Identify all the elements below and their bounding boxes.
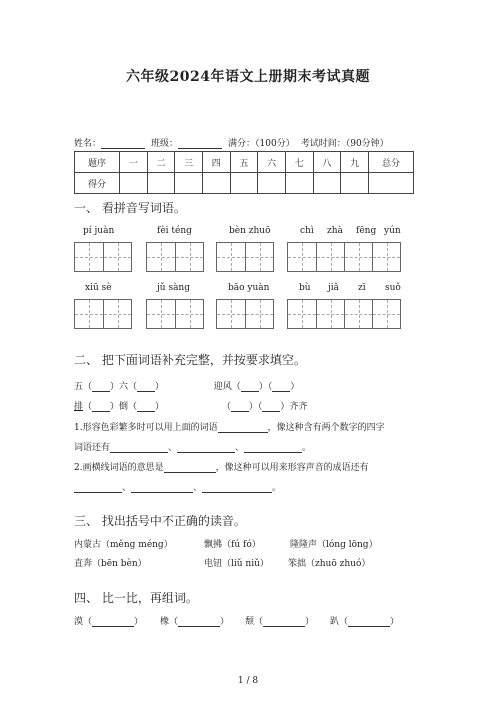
writing-grid[interactable] — [287, 299, 401, 329]
page-number: 1 / 8 — [237, 676, 259, 686]
pinyin-label: bèn zhuō — [229, 226, 271, 236]
blank[interactable] — [137, 402, 155, 412]
pinyin-label: zhà — [327, 226, 343, 236]
score-cell[interactable] — [369, 173, 414, 194]
blank[interactable] — [218, 423, 268, 433]
score-cell[interactable] — [202, 173, 230, 194]
compare-item: 漠（ ） — [74, 617, 144, 627]
blank[interactable] — [272, 382, 290, 392]
writing-grid[interactable] — [216, 242, 274, 272]
score-table — [74, 151, 414, 194]
score-header-cell: 九 — [341, 152, 369, 173]
blank[interactable] — [137, 382, 155, 392]
compare-item: 颓（ ） — [245, 617, 315, 627]
writing-grid[interactable] — [146, 299, 204, 329]
blank[interactable] — [110, 443, 168, 453]
writing-grid[interactable] — [146, 242, 204, 272]
pronunciation-item: 直奔（bēn bèn） — [74, 559, 147, 569]
score-table-score-row — [75, 173, 414, 194]
fill-line-1: 五（ ）六（ ） 迎风（ ）（ ） — [74, 382, 300, 392]
full-score: 满分：（100分） — [228, 139, 295, 149]
score-table-header-row — [75, 152, 414, 173]
score-header-cell: 二 — [147, 152, 175, 173]
section2-heading: 二、 把下面词语补充完整，并按要求填空。 — [74, 353, 306, 367]
blank[interactable] — [244, 443, 302, 453]
writing-grid[interactable] — [74, 299, 132, 329]
question-1-line-2: 词语还有 、 、 。 — [74, 443, 312, 453]
question-2-line-2: 、 、 。 — [74, 480, 281, 493]
blank[interactable] — [348, 617, 390, 627]
score-cell[interactable] — [313, 173, 341, 194]
name-blank[interactable] — [101, 139, 145, 149]
score-cell[interactable] — [175, 173, 203, 194]
blank[interactable] — [231, 402, 249, 412]
pinyin-label: fēng — [356, 226, 377, 236]
pinyin-label: jiǎ — [328, 283, 340, 293]
score-row-label: 得分 — [75, 173, 120, 194]
pronunciation-item: 笨拙（zhuō zhuó） — [288, 559, 371, 569]
exam-time: 考试时间：（90分钟） — [300, 139, 389, 149]
pronunciation-item: 内蒙古（měng méng） — [74, 540, 173, 550]
score-cell[interactable] — [285, 173, 313, 194]
score-header-cell: 八 — [313, 152, 341, 173]
pinyin-label: bāo yuàn — [228, 283, 270, 293]
score-header-cell: 四 — [202, 152, 230, 173]
writing-grid[interactable] — [74, 242, 132, 272]
score-cell[interactable] — [341, 173, 369, 194]
score-header-cell: 一 — [120, 152, 148, 173]
name-label: 姓名： — [74, 136, 145, 149]
student-info — [74, 136, 420, 149]
score-cell[interactable] — [258, 173, 286, 194]
question-1-line-1: 1.形容色彩繁多时可以用上面的词语 ，像这种含有两个数字的四字 — [74, 423, 385, 433]
blank[interactable] — [74, 483, 122, 493]
score-cell[interactable] — [230, 173, 258, 194]
pinyin-label: bù — [299, 283, 311, 293]
section4-heading: 四、 比一比，再组词。 — [74, 591, 198, 605]
compare-item: 趴（ ） — [330, 617, 400, 627]
score-header-cell: 题序 — [75, 152, 120, 173]
pinyin-label: yún — [384, 226, 401, 236]
score-header-cell: 总分 — [369, 152, 414, 173]
pronunciation-item: 电钮（liǔ niǔ） — [204, 559, 269, 569]
section1-heading: 一、 看拼音写词语。 — [74, 201, 186, 215]
question-2-line-1: 2.画横线词语的意思是 ，像这种可以用来形容声音的成语还有 — [74, 463, 369, 473]
pinyin-label: xiū sè — [85, 283, 112, 293]
blank[interactable] — [178, 617, 220, 627]
blank[interactable] — [131, 483, 193, 493]
writing-grid[interactable] — [287, 242, 401, 272]
class-blank[interactable] — [178, 139, 222, 149]
blank[interactable] — [164, 463, 216, 473]
score-header-cell: 七 — [285, 152, 313, 173]
blank[interactable] — [241, 382, 259, 392]
pronunciation-item: 隆隆声（lóng lōng） — [290, 540, 378, 550]
class-label: 班级： — [151, 136, 222, 149]
pinyin-label: pí juàn — [83, 226, 115, 236]
blank[interactable] — [263, 617, 305, 627]
pinyin-label: fèi téng — [157, 226, 192, 236]
pinyin-label: jǔ sàng — [157, 283, 190, 293]
score-cell[interactable] — [147, 173, 175, 194]
pinyin-label: chì — [300, 226, 314, 236]
blank[interactable] — [92, 382, 110, 392]
blank[interactable] — [262, 402, 280, 412]
page-title: 六年级2024年语文上册期末考试真题 — [126, 69, 370, 85]
blank[interactable] — [202, 483, 272, 493]
score-header-cell: 六 — [258, 152, 286, 173]
writing-grid[interactable] — [216, 299, 274, 329]
section3-heading: 三、 找出括号中不正确的读音。 — [74, 514, 246, 528]
blank[interactable] — [92, 617, 134, 627]
blank[interactable] — [92, 402, 110, 412]
score-cell[interactable] — [120, 173, 148, 194]
score-header-cell: 三 — [175, 152, 203, 173]
blank[interactable] — [177, 443, 235, 453]
pinyin-label: suǒ — [385, 283, 401, 293]
pinyin-label: zī — [358, 283, 366, 293]
fill-line-2: 排（ ）倒（ ） （ ）（ ）齐齐 — [74, 402, 308, 412]
score-header-cell: 五 — [230, 152, 258, 173]
pronunciation-item: 飘拂（fú fó） — [204, 540, 261, 550]
compare-item: 橡（ ） — [160, 617, 230, 627]
